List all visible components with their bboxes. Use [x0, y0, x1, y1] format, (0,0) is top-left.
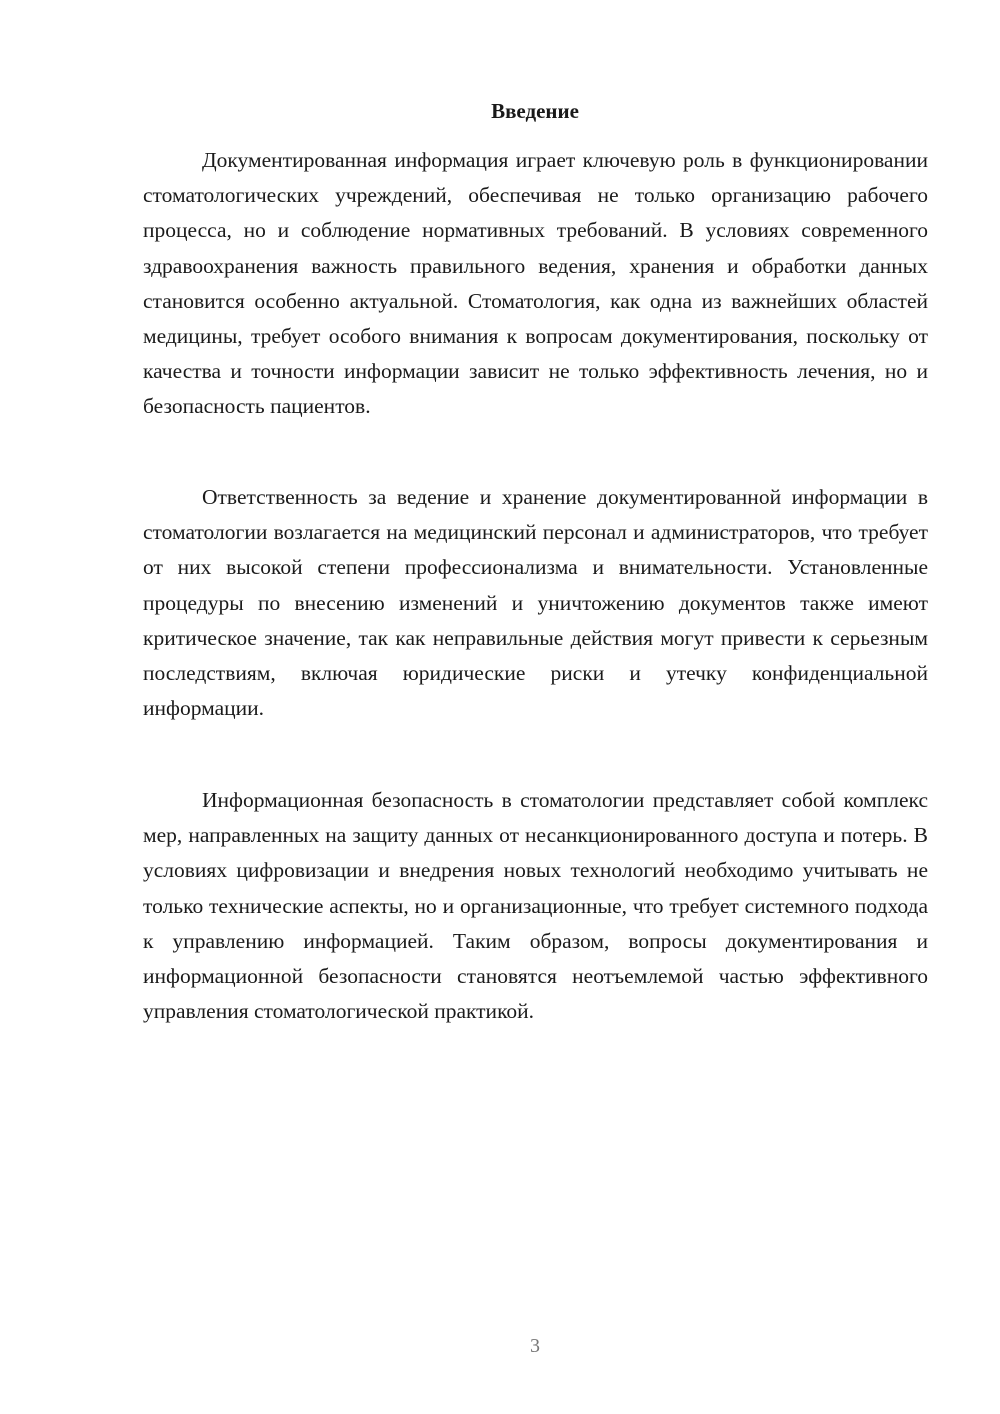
- paragraph-2: Ответственность за ведение и хранение документированной информации в стоматологии возлагается на медицинский персонал и администраторов, что требует от них высокой степени профессионализма и внимательности. Установленные процедуры по внесению изменений и уничтожению документов также имеют критическое значение, так как неправильные действия могут привести к серьезным последствиям, включая юридические риски и утечку конфиденциальной информации.: [143, 485, 928, 721]
- paragraph-3: Информационная безопасность в стоматологии представляет собой комплекс мер, направленных на защиту данных от несанкционированного доступа и потерь. В условиях цифровизации и внедрения новых технологий необходимо учитывать не только технические аспекты, но и организационные, что требует системного подхода к управлению информацией. Таким образом, вопросы документирования и информационной безопасности становятся неотъемлемой частью эффективного управления стоматологической практикой.: [143, 788, 928, 1024]
- paragraph-1: Документированная информация играет ключевую роль в функционировании стоматологических учреждений, обеспечивая не только организацию рабочего процесса, но и соблюдение нормативных требований. В условиях современного здравоохранения важность правильного ведения, хранения и обработки данных становится особенно актуальной. Стоматология, как одна из важнейших областей медицины, требует особого внимания к вопросам документирования, поскольку от качества и точности информации зависит не только эффективность лечения, но и безопасность пациентов.: [143, 148, 928, 419]
- page-number: 3: [530, 1335, 540, 1357]
- section-heading: Введение: [491, 99, 579, 123]
